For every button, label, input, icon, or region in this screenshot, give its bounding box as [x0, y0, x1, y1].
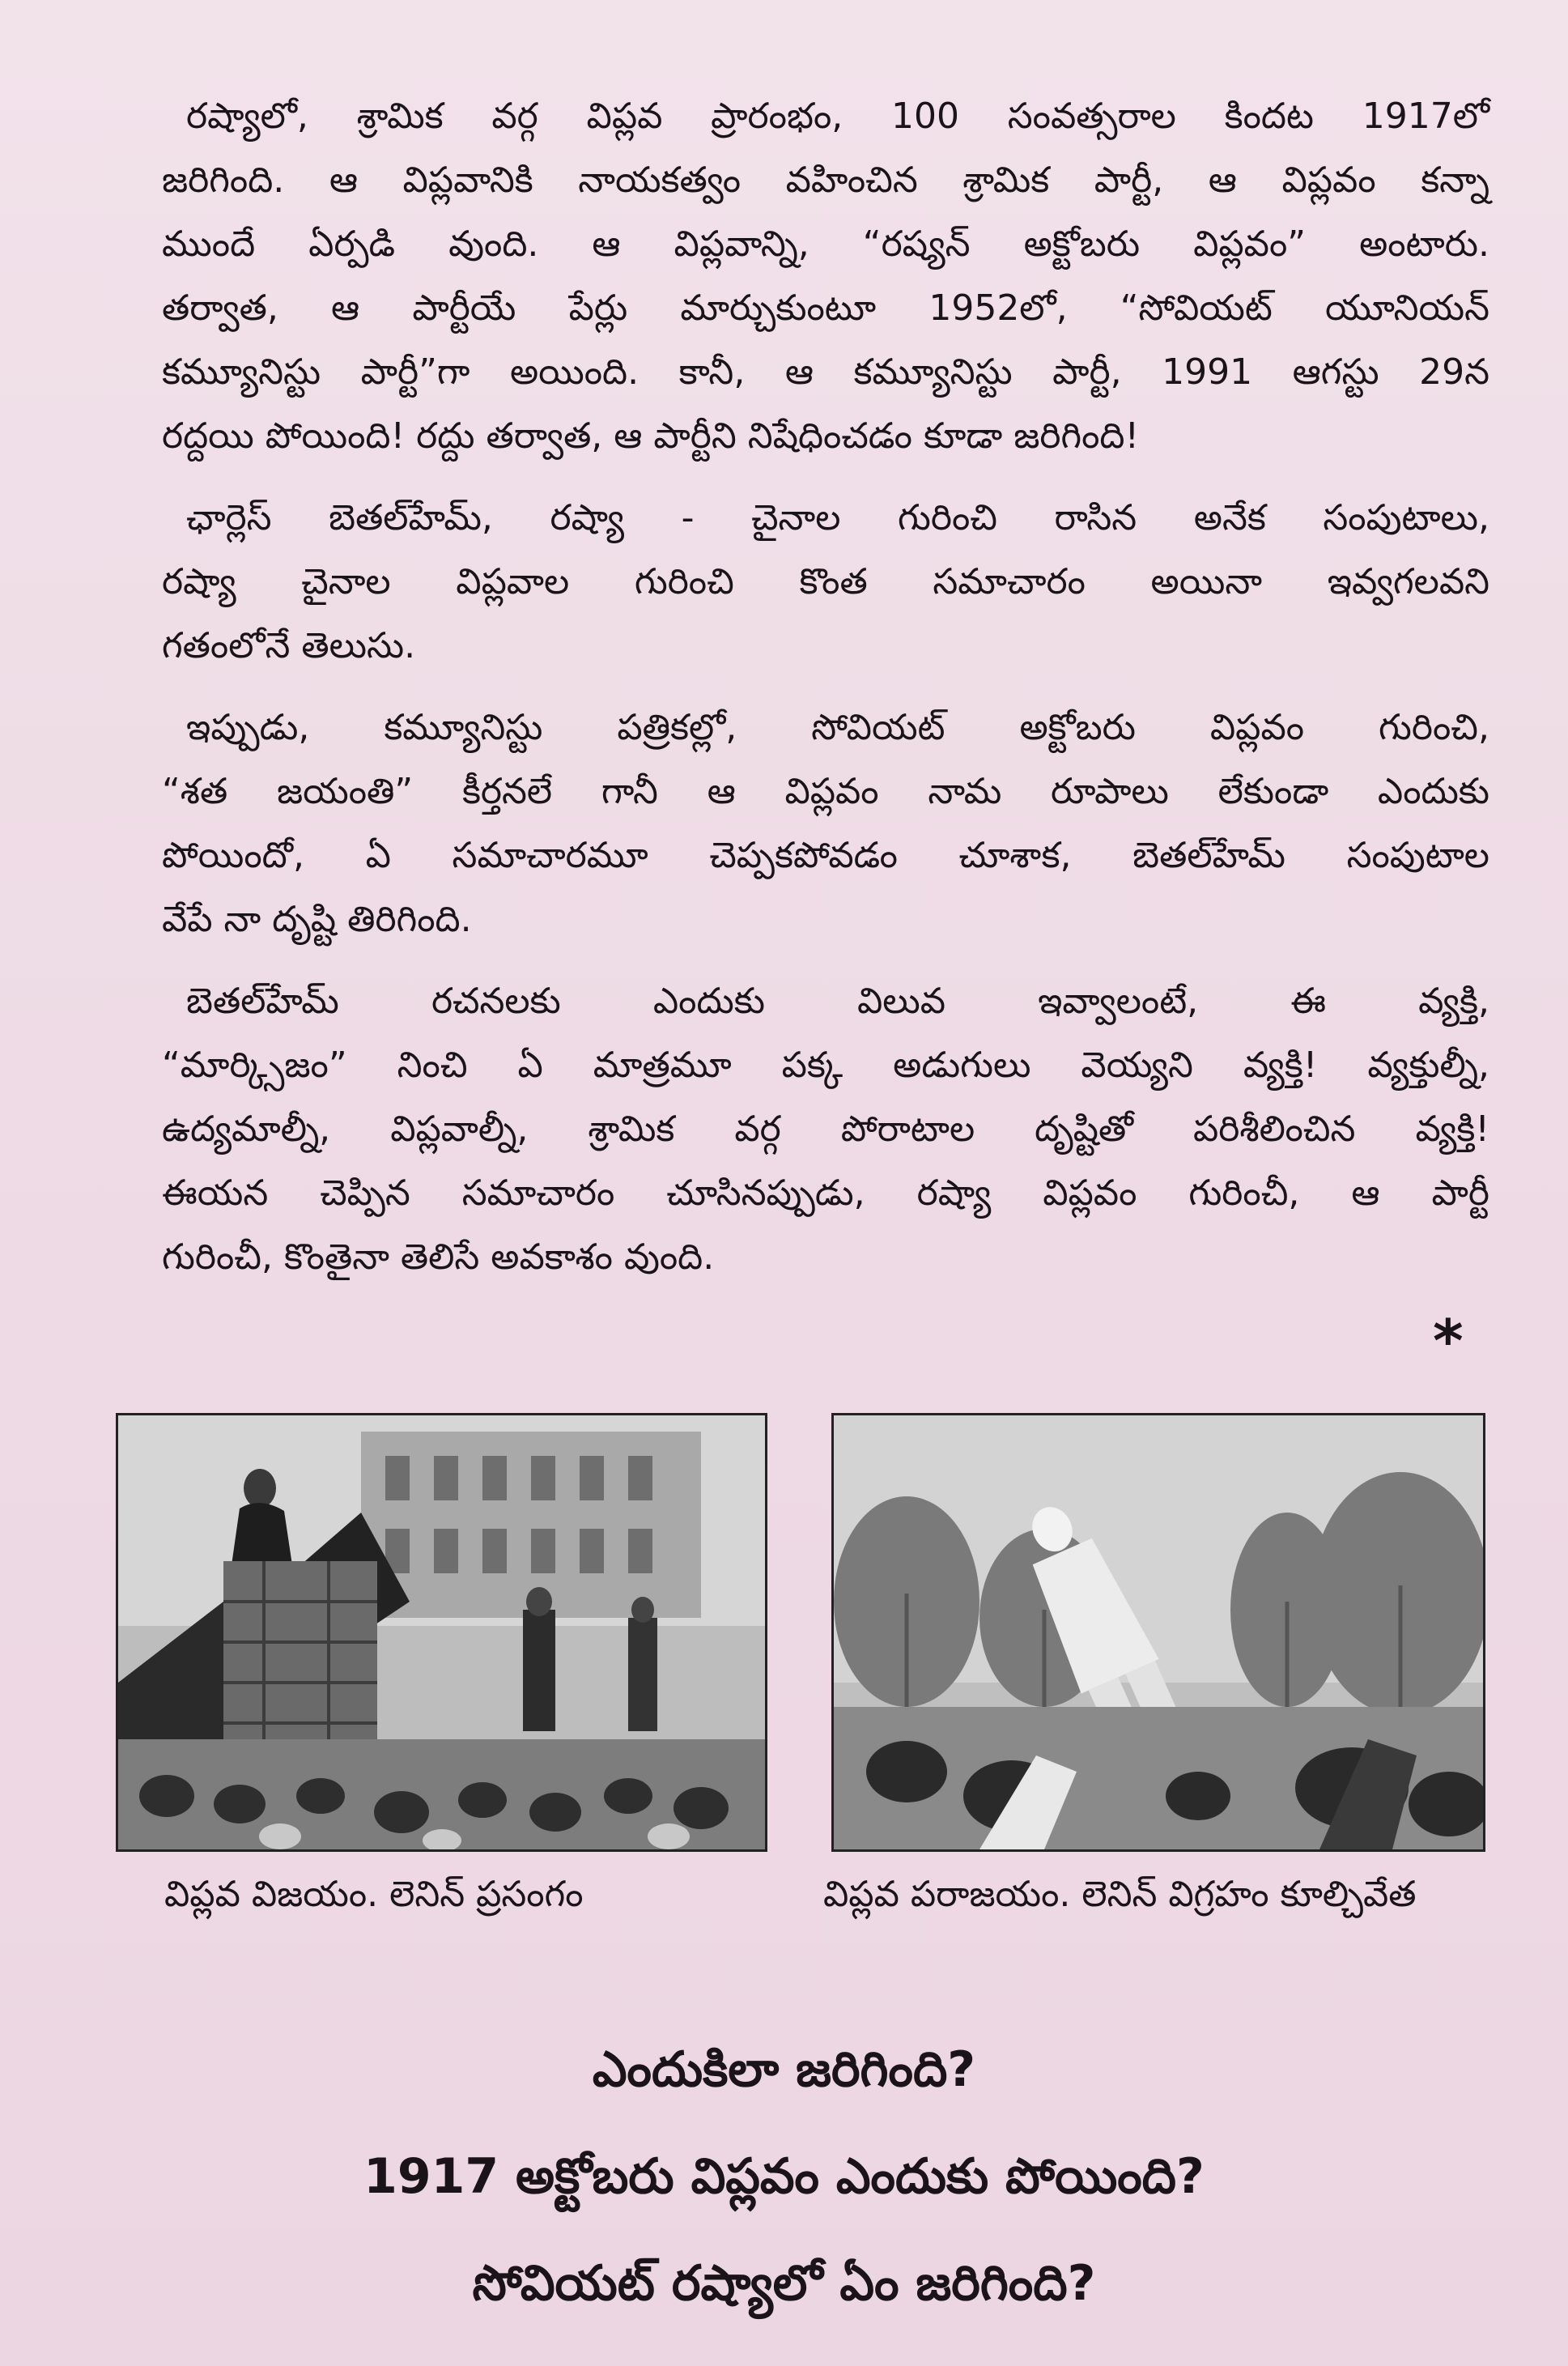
text-line: “మార్క్సిజం” నించి ఏ మాత్రమూ పక్క అడుగులు వెయ్యని వ్యక్తి! వ్యక్తుల్నీ,: [162, 1045, 1489, 1086]
text-line: ఈయన చెప్పిన సమాచారం చూసినప్పుడు, రష్యా విప్లవం గురించీ, ఆ పార్టీ: [162, 1172, 1489, 1214]
text-line: ముందే ఏర్పడి వుంది. ఆ విప్లవాన్ని, “రష్యన్ అక్టోబరు విప్లవం” అంటారు.: [162, 223, 1489, 265]
text-line: ఛార్లెస్ బెతల్‌హేమ్, రష్యా - చైనాల గురించి రాసిన అనేక సంపుటాలు,: [186, 497, 1489, 538]
text-line: జరిగింది. ఆ విప్లవానికి నాయకత్వం వహించిన శ్రామిక పార్టీ, ఆ విప్లవం కన్నా: [162, 160, 1489, 201]
text-line: గురించీ, కొంతైనా తెలిసే అవకాశం వుంది.: [162, 1236, 715, 1278]
text-line: కమ్యూనిస్టు పార్టీ”గా అయింది. కానీ, ఆ కమ్యూనిస్టు పార్టీ, 1991 ఆగస్టు 29న: [162, 351, 1489, 393]
paragraph-4: [162, 969, 1489, 1289]
paragraph-1: [162, 84, 1489, 468]
text-line: “శత జయంతి” కీర్తనలే గానీ ఆ విప్లవం నామ రూపాలు లేకుండా ఎందుకు: [162, 771, 1489, 812]
text-line: తర్వాత, ఆ పార్టీయే పేర్లు మార్చుకుంటూ 1952లో, “సోవియట్ యూనియన్: [162, 287, 1489, 329]
lenin-speech-illustration: [118, 1415, 765, 1849]
text-line: పోయిందో, ఏ సమాచారమూ చెప్పకపోవడం చూశాక, బెతల్‌హేమ్ సంపుటాల: [162, 835, 1489, 876]
text-line: రద్దయి పోయింది! రద్దు తర్వాత, ఆ పార్టీని నిషేధించడం కూడా జరిగింది!: [162, 415, 1140, 457]
caption-statue-toppling: విప్లవ పరాజయం. లెనిన్ విగ్రహం కూల్చివేత: [823, 1874, 1417, 1915]
question-line: సోవియట్ రష్యాలో ఏం జరిగింది?: [472, 2255, 1096, 2312]
paragraph-3: [162, 696, 1489, 951]
question-line: ఎందుకిలా జరిగింది?: [592, 2041, 976, 2098]
photo-statue-toppling: [831, 1413, 1485, 1852]
text-line: రష్యాలో, శ్రామిక వర్గ విప్లవ ప్రారంభం, 100 సంవత్సరాల కిందట 1917లో: [186, 96, 1489, 137]
text-line: రష్యా చైనాల విప్లవాల గురించి కొంత సమాచారం అయినా ఇవ్వగలవని: [162, 561, 1489, 602]
section-end-asterisk: *: [1433, 1307, 1464, 1375]
text-line: ఉద్యమాల్నీ, విప్లవాల్నీ, శ్రామిక వర్గ పోరాటాల దృష్టితో పరిశీలించిన వ్యక్తి!: [162, 1109, 1489, 1150]
question-block: [0, 2016, 1568, 2337]
caption-lenin-speech: విప్లవ విజయం. లెనిన్ ప్రసంగం: [164, 1874, 584, 1915]
photo-lenin-speech: [116, 1413, 767, 1852]
text-line: ఇప్పుడు, కమ్యూనిస్టు పత్రికల్లో, సోవియట్ అక్టోబరు విప్లవం గురించి,: [186, 707, 1489, 748]
question-line: 1917 అక్టోబరు విప్లవం ఎందుకు పోయింది?: [363, 2148, 1205, 2205]
text-line: వేపే నా దృష్టి తిరిగింది.: [162, 899, 472, 940]
statue-toppling-illustration: [834, 1415, 1483, 1849]
body-text: [162, 84, 1489, 1307]
text-line: బెతల్‌హేమ్ రచనలకు ఎందుకు విలువ ఇవ్వాలంటే, ఈ వ్యక్తి,: [186, 981, 1489, 1022]
text-line: గతంలోనే తెలుసు.: [162, 625, 416, 666]
paragraph-2: [162, 486, 1489, 678]
